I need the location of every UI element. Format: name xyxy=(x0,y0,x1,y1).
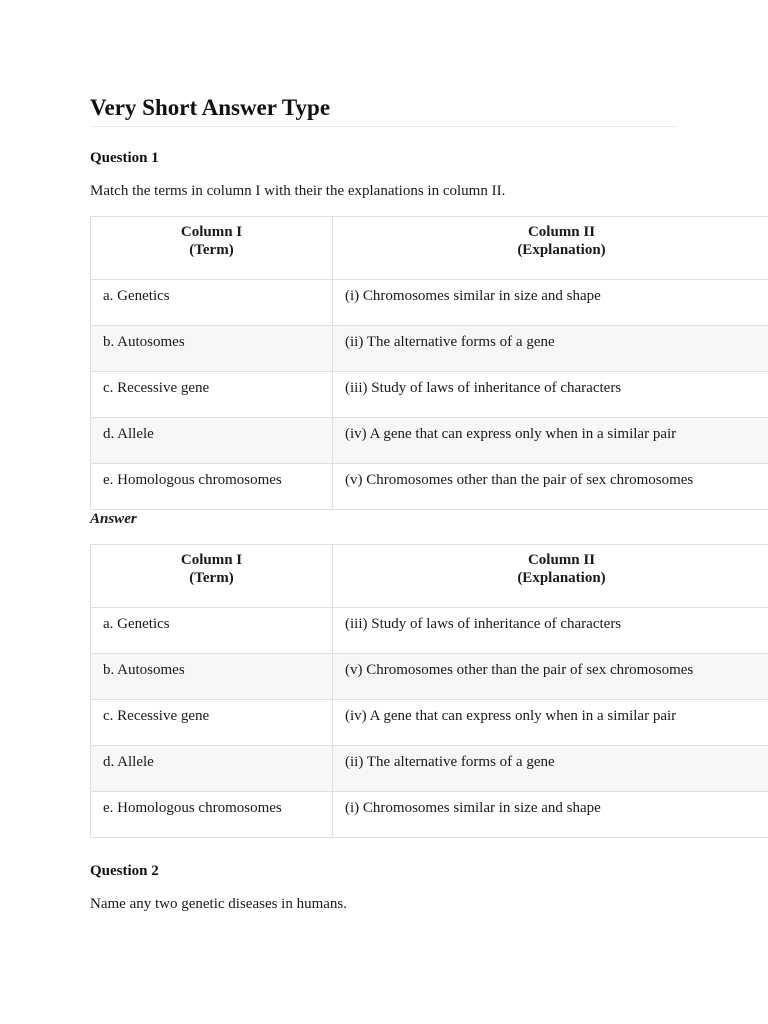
question-1-answer-table xyxy=(90,544,768,838)
explanation-cell: (iv) A gene that can express only when in a similar pair xyxy=(333,700,768,746)
column-2-header xyxy=(333,545,768,608)
table-header-row xyxy=(91,545,768,608)
column-2-header-subtitle: (Explanation) xyxy=(517,242,606,258)
term-cell: a. Genetics xyxy=(91,608,333,654)
table-row xyxy=(91,700,768,746)
column-2-header-title: Column II xyxy=(527,224,596,240)
explanation-cell: (i) Chromosomes similar in size and shape xyxy=(333,280,768,326)
explanation-cell: (iv) A gene that can express only when in a similar pair xyxy=(333,418,768,464)
column-1-header-subtitle: (Term) xyxy=(189,242,234,258)
explanation-cell: (v) Chromosomes other than the pair of sex chromosomes xyxy=(333,654,768,700)
question-2-text: Name any two genetic diseases in humans. xyxy=(90,896,348,912)
term-cell: c. Recessive gene xyxy=(91,372,333,418)
question-2-heading: Question 2 xyxy=(90,863,159,879)
table-row xyxy=(91,280,768,326)
column-1-header xyxy=(91,217,333,280)
table-row xyxy=(91,654,768,700)
explanation-cell: (iii) Study of laws of inheritance of characters xyxy=(333,372,768,418)
answer-label: Answer xyxy=(90,511,137,527)
section-title: Very Short Answer Type xyxy=(90,92,678,127)
column-2-header-title: Column II xyxy=(527,552,596,568)
explanation-cell: (v) Chromosomes other than the pair of sex chromosomes xyxy=(333,464,768,510)
explanation-cell: (ii) The alternative forms of a gene xyxy=(333,746,768,792)
term-cell: e. Homologous chromosomes xyxy=(91,464,333,510)
table-row xyxy=(91,372,768,418)
term-cell: a. Genetics xyxy=(91,280,333,326)
column-1-header-title: Column I xyxy=(180,552,243,568)
question-1-heading: Question 1 xyxy=(90,150,159,166)
explanation-cell: (i) Chromosomes similar in size and shape xyxy=(333,792,768,838)
term-cell: c. Recessive gene xyxy=(91,700,333,746)
table-row xyxy=(91,792,768,838)
table-row xyxy=(91,326,768,372)
column-1-header-title: Column I xyxy=(180,224,243,240)
term-cell: b. Autosomes xyxy=(91,654,333,700)
term-cell: d. Allele xyxy=(91,418,333,464)
question-1-text: Match the terms in column I with their the explanations in column II. xyxy=(90,183,506,199)
column-1-header xyxy=(91,545,333,608)
term-cell: e. Homologous chromosomes xyxy=(91,792,333,838)
table-row xyxy=(91,418,768,464)
table-row xyxy=(91,464,768,510)
column-2-header xyxy=(333,217,768,280)
table-row xyxy=(91,608,768,654)
table-header-row xyxy=(91,217,768,280)
table-row xyxy=(91,746,768,792)
term-cell: b. Autosomes xyxy=(91,326,333,372)
explanation-cell: (ii) The alternative forms of a gene xyxy=(333,326,768,372)
term-cell: d. Allele xyxy=(91,746,333,792)
column-1-header-subtitle: (Term) xyxy=(189,570,234,586)
question-1-match-table xyxy=(90,216,768,510)
column-2-header-subtitle: (Explanation) xyxy=(517,570,606,586)
explanation-cell: (iii) Study of laws of inheritance of characters xyxy=(333,608,768,654)
